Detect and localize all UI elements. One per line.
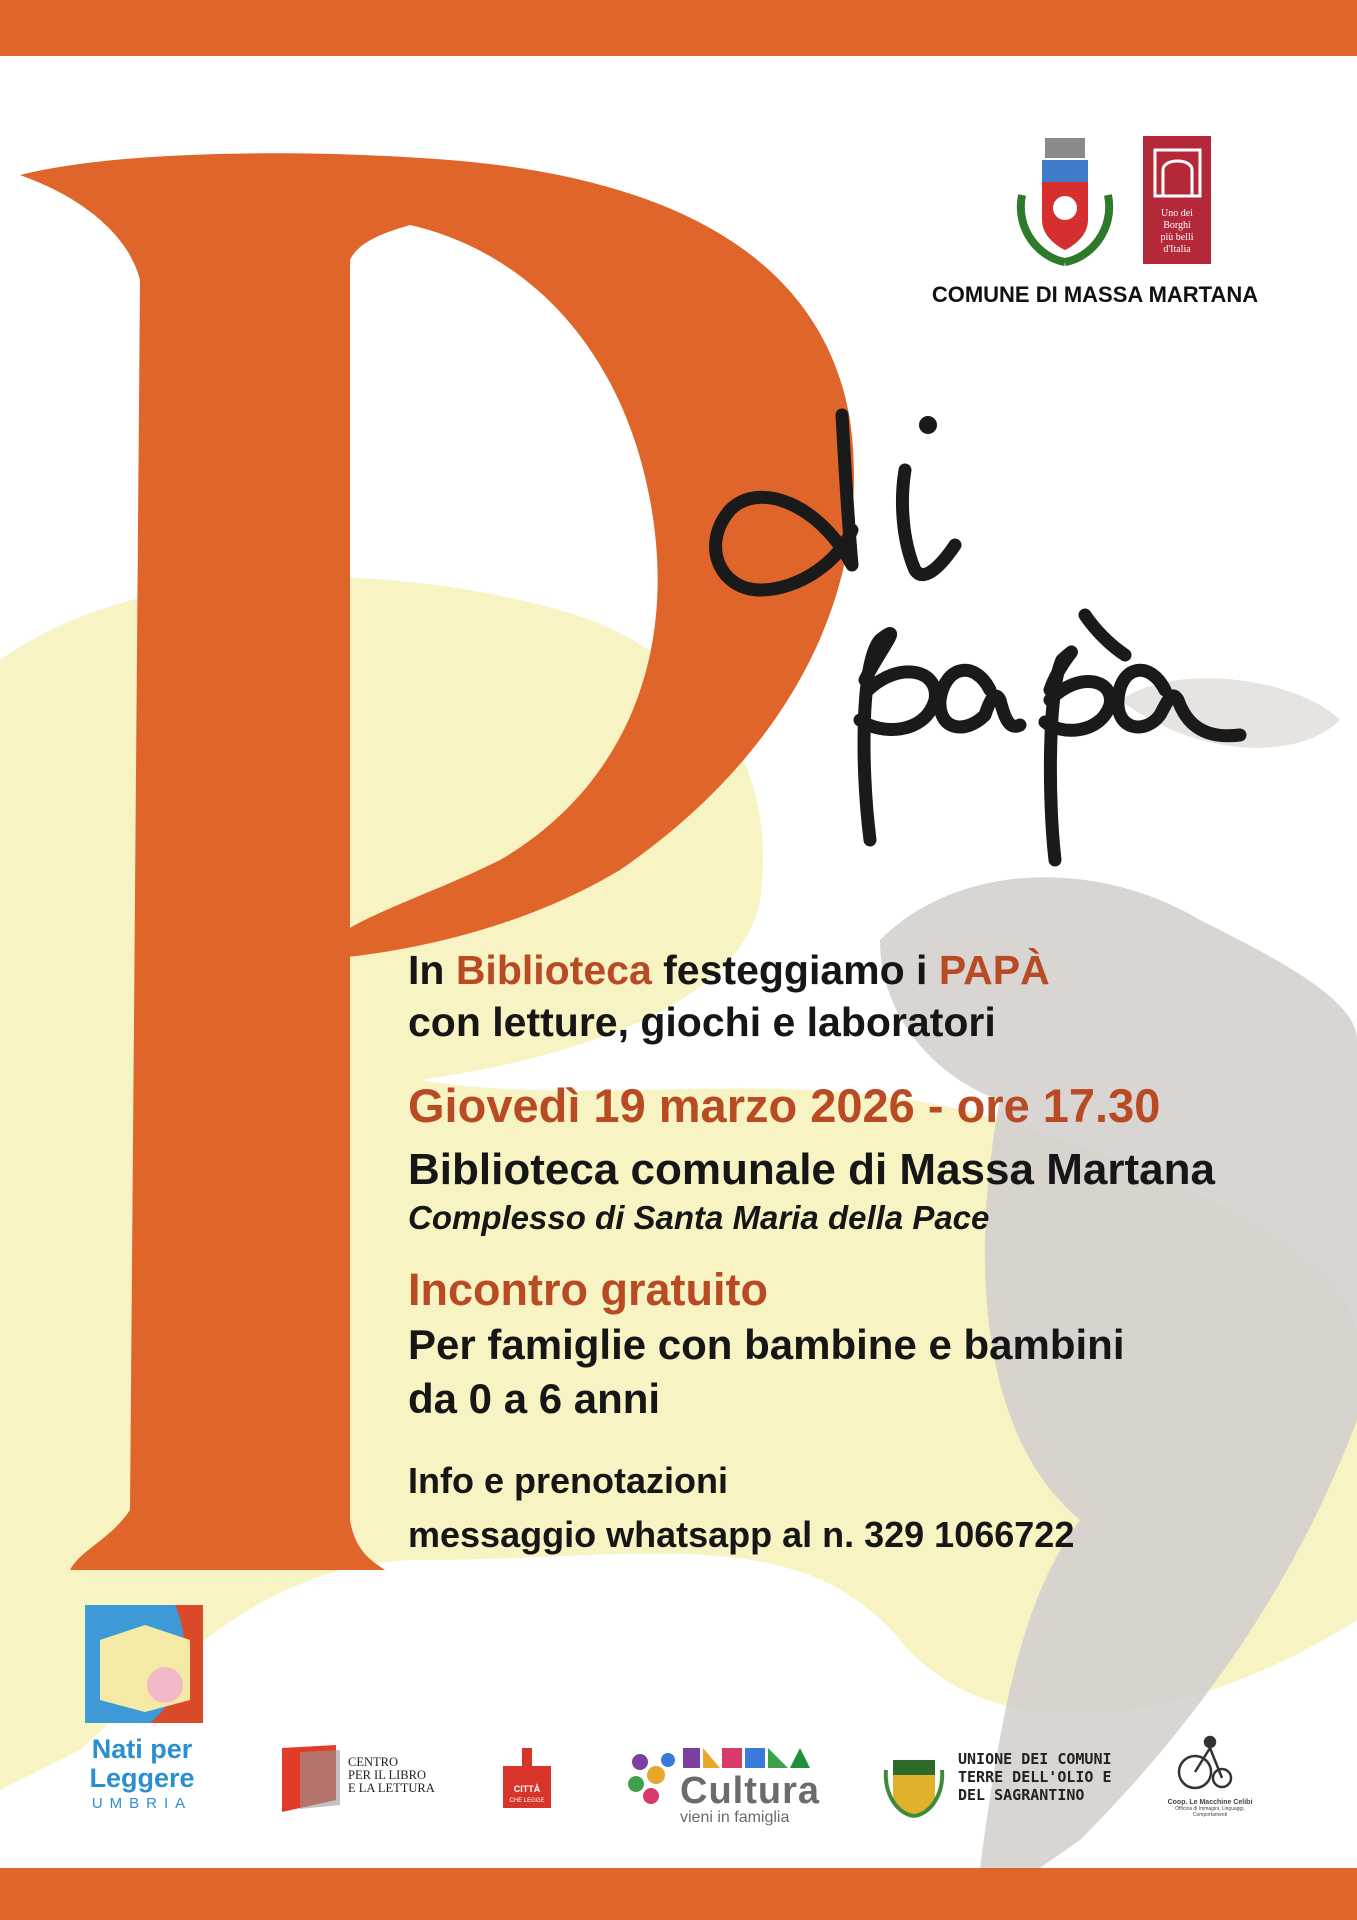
whatsapp-contact: messaggio whatsapp al n. 329 1066722 [408, 1514, 1075, 1555]
npl-line-3: UMBRIA [91, 1795, 193, 1812]
cepell-label [348, 1756, 435, 1795]
comune-label: COMUNE DI MASSA MARTANA [931, 282, 1259, 307]
bottom-bar [0, 1868, 1357, 1920]
info-heading: Info e prenotazioni [408, 1460, 728, 1501]
intro-text-a: In [408, 947, 456, 993]
coop-label [1160, 1799, 1260, 1818]
cultura-word: Cultura [680, 1770, 820, 1812]
event-complex: Complesso di Santa Maria della Pace [408, 1199, 990, 1236]
borghi-line-1: Uno dei [1161, 208, 1193, 219]
cepell-line-2: PER IL LIBRO [348, 1768, 427, 1782]
unione-comuni-label [958, 1750, 1112, 1804]
event-place: Biblioteca comunale di Massa Martana [408, 1145, 1215, 1194]
free-event-label: Incontro gratuito [408, 1264, 768, 1315]
top-bar [0, 0, 1357, 56]
nati-per-leggere-logo-icon [85, 1605, 203, 1723]
header-logos [1010, 134, 1230, 269]
massa-martana-crest-icon [1021, 138, 1109, 262]
handwritten-di-papa [650, 390, 1270, 910]
vieni-in-famiglia: vieni in famiglia [680, 1809, 790, 1826]
borghi-line-3: più belli [1160, 232, 1194, 243]
event-details [408, 944, 1338, 1562]
npl-line-2: Leggere [89, 1763, 195, 1793]
coop-line-1: Coop. Le Macchine Celibi [1167, 1799, 1253, 1806]
umbria-word [683, 1747, 687, 1748]
npl-line-1: Nati per [91, 1734, 193, 1764]
unione-line-2: TERRE DELL'OLIO E [958, 1768, 1112, 1786]
unione-comuni-crest-icon [886, 1760, 942, 1816]
intro-highlight-papa: PAPÀ [938, 947, 1050, 993]
citta-che-legge-logo-icon [503, 1748, 551, 1808]
umbria-cultura-label [680, 1770, 820, 1827]
unione-line-3: DEL SAGRANTINO [958, 1786, 1085, 1804]
intro-line-1 [408, 944, 1338, 996]
audience-line-1: Per famiglie con bambine e bambini [408, 1321, 1125, 1368]
cepell-logo-icon [282, 1745, 340, 1812]
audience-line-2: da 0 a 6 anni [408, 1375, 661, 1422]
coop-line-2: Officina di Immagini, Linguaggi, Comportamenti [1175, 1806, 1245, 1818]
unione-line-1: UNIONE DEI COMUNI [958, 1750, 1112, 1768]
nati-per-leggere-label [72, 1735, 212, 1812]
cepell-line-3: E LA LETTURA [348, 1781, 435, 1795]
borghi-line-4: d'Italia [1163, 244, 1191, 255]
event-date: Giovedì 19 marzo 2026 - ore 17.30 [408, 1079, 1161, 1132]
citta-line-1: CITTÀ [513, 1784, 541, 1794]
intro-highlight-biblioteca: Biblioteca [455, 947, 652, 993]
borghi-line-2: Borghi [1163, 220, 1191, 231]
cepell-line-1: CENTRO [348, 1755, 398, 1769]
borghi-logo-icon [1143, 136, 1211, 264]
intro-line-2: con letture, giochi e laboratori [408, 999, 996, 1045]
intro-text-b: festeggiamo i [651, 947, 939, 993]
macchine-celibi-logo-icon [1179, 1737, 1231, 1788]
citta-line-2: CHE LEGGE [509, 1798, 545, 1804]
